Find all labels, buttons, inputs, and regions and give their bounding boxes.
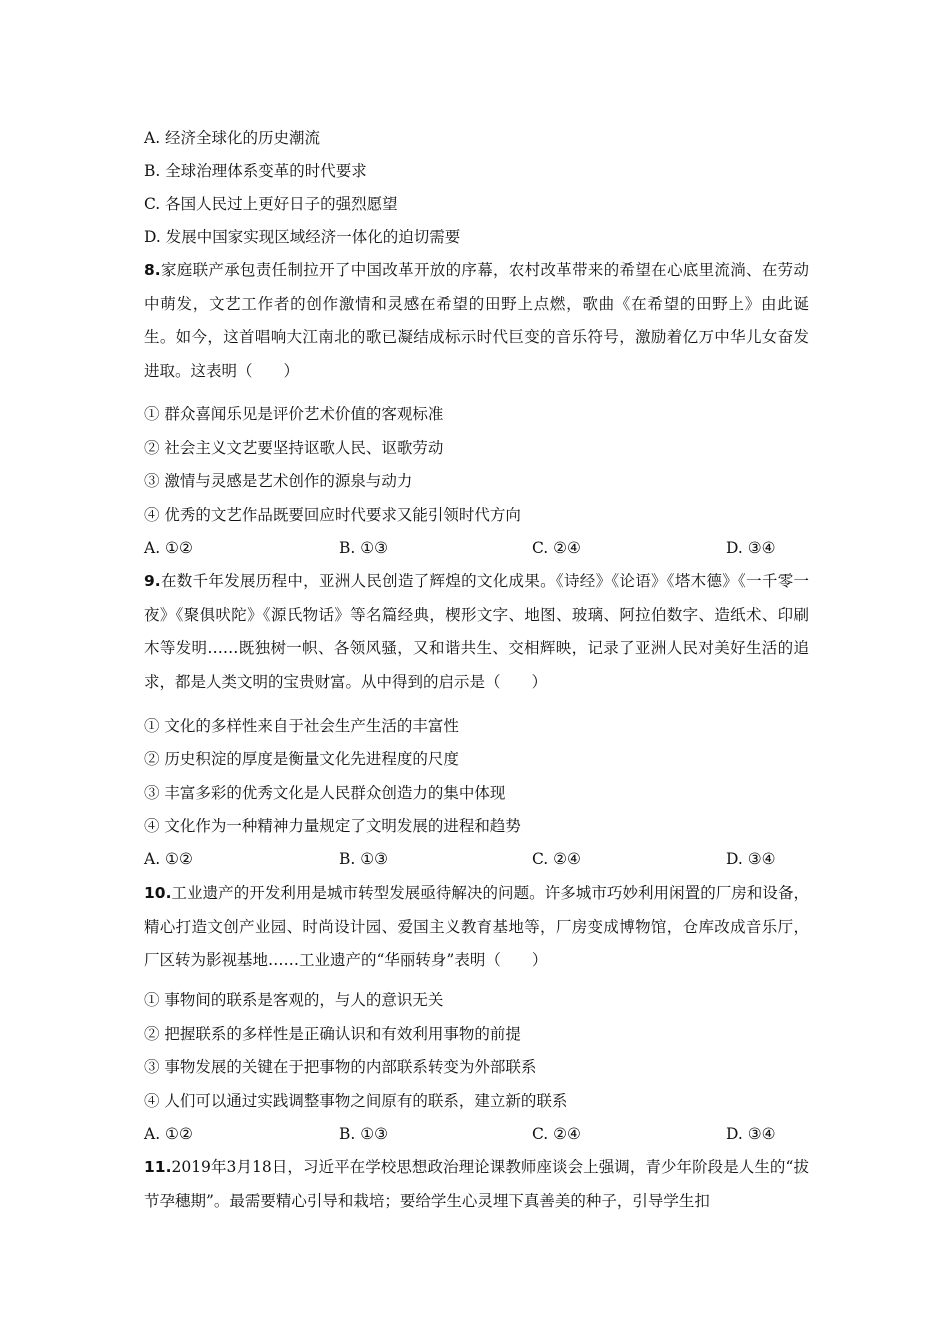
q10-stem — [144, 877, 809, 978]
q9-statement-4: ④ 文化作为一种精神力量规定了文明发展的进程和趋势 — [144, 817, 521, 835]
q8-statement-2: ② 社会主义文艺要坚持讴歌人民、讴歌劳动 — [144, 439, 444, 457]
q9-choice-d: D. ③④ — [726, 850, 776, 868]
q9-choice-c: C. ②④ — [532, 850, 581, 868]
q8-stem-text: 家庭联产承包责任制拉开了中国改革开放的序幕，农村改革带来的希望在心底里流淌、在劳动中萌发，文艺工作者的创作激情和灵感在希望的田野上点燃，歌曲《在希望的田野上》由此诞生。如今，这首唱响大江南北的歌已凝结成标示时代巨变的音乐符号，激励着亿万中华儿女奋发进取。这表明（ ） — [144, 261, 809, 380]
q7-option-b: B. 全球治理体系变革的时代要求 — [144, 162, 367, 180]
q8-choice-c: C. ②④ — [532, 539, 581, 557]
q9-number: 9. — [144, 572, 161, 590]
q10-statement-2: ② 把握联系的多样性是正确认识和有效利用事物的前提 — [144, 1025, 521, 1043]
q8-statement-1: ① 群众喜闻乐见是评价艺术价值的客观标准 — [144, 405, 444, 423]
q8-choice-a: A. ①② — [144, 539, 193, 557]
q9-statement-2: ② 历史积淀的厚度是衡量文化先进程度的尺度 — [144, 750, 459, 768]
q9-statement-1: ① 文化的多样性来自于社会生产生活的丰富性 — [144, 717, 459, 735]
q11-stem — [144, 1151, 809, 1218]
q8-number: 8. — [144, 261, 161, 279]
q9-choice-b: B. ①③ — [339, 850, 389, 868]
q10-choice-d: D. ③④ — [726, 1125, 776, 1143]
q10-statement-3: ③ 事物发展的关键在于把事物的内部联系转变为外部联系 — [144, 1058, 537, 1076]
q7-option-d: D. 发展中国家实现区域经济一体化的迫切需要 — [144, 228, 461, 246]
q10-number: 10. — [144, 884, 172, 902]
q9-stem-text: 在数千年发展历程中，亚洲人民创造了辉煌的文化成果。《诗经》《论语》《塔木德》《一千零一夜》《聚俱吠陀》《源氏物话》等名篇经典，楔形文字、地图、玻璃、阿拉伯数字、造纸术、印刷木等发明……既独树一帜、各领风骚，又和谐共生、交相辉映，记录了亚洲人民对美好生活的追求，都是人类文明的宝贵财富。从中得到的启示是（ ） — [144, 572, 809, 691]
q9-choice-a: A. ①② — [144, 850, 193, 868]
q8-choices — [144, 538, 824, 558]
q10-choice-a: A. ①② — [144, 1125, 193, 1143]
q10-choices — [144, 1124, 824, 1144]
q8-choice-b: B. ①③ — [339, 539, 389, 557]
q8-stem — [144, 254, 809, 388]
q8-statement-3: ③ 激情与灵感是艺术创作的源泉与动力 — [144, 472, 413, 490]
q10-stem-text: 工业遗产的开发利用是城市转型发展亟待解决的问题。许多城市巧妙利用闲置的厂房和设备，精心打造文创产业园、时尚设计园、爱国主义教育基地等，厂房变成博物馆，仓库改成音乐厅，厂区转为影视基地……工业遗产的“华丽转身”表明（ ） — [144, 884, 809, 969]
q10-statement-1: ① 事物间的联系是客观的，与人的意识无关 — [144, 991, 444, 1009]
q10-choice-c: C. ②④ — [532, 1125, 581, 1143]
q11-stem-text: 2019年3月18日，习近平在学校思想政治理论课教师座谈会上强调，青少年阶段是人生的“拔节孕穗期”。最需要精心引导和栽培；要给学生心灵埋下真善美的种子，引导学生扣 — [144, 1158, 809, 1210]
q9-choices — [144, 849, 824, 869]
q9-statement-3: ③ 丰富多彩的优秀文化是人民群众创造力的集中体现 — [144, 784, 506, 802]
q8-statement-4: ④ 优秀的文艺作品既要回应时代要求又能引领时代方向 — [144, 506, 521, 524]
q10-choice-b: B. ①③ — [339, 1125, 389, 1143]
q7-option-a: A. 经济全球化的历史潮流 — [144, 129, 321, 147]
q9-stem — [144, 565, 809, 699]
q7-option-c: C. 各国人民过上更好日子的强烈愿望 — [144, 195, 398, 213]
q8-choice-d: D. ③④ — [726, 539, 776, 557]
q11-number: 11. — [144, 1158, 172, 1176]
q10-statement-4: ④ 人们可以通过实践调整事物之间原有的联系，建立新的联系 — [144, 1092, 568, 1110]
